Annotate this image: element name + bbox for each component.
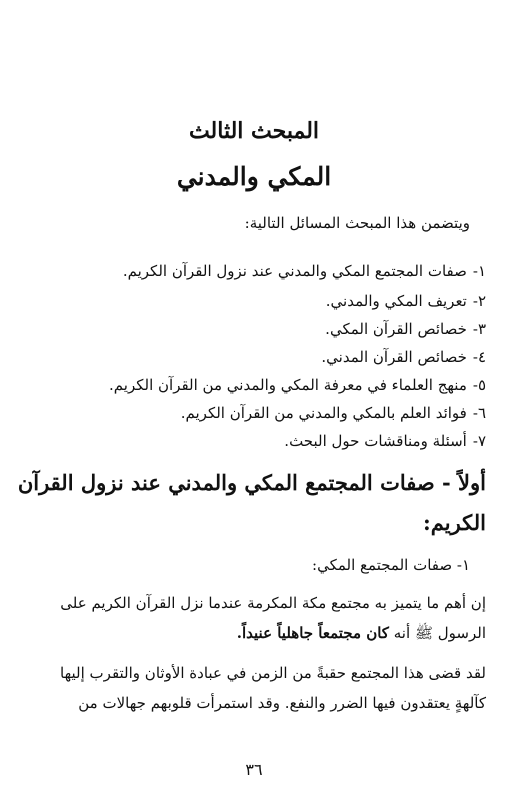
intro-text: ويتضمن هذا المبحث المسائل التالية:	[244, 214, 470, 232]
page-number: ٣٦	[245, 760, 263, 779]
list-item-number: ٧-	[472, 432, 486, 450]
paragraph2-line2: كآلهةٍ يعتقدون فيها الضرر والنفع. وقد استمرأت قلوبهم جهالات من	[78, 694, 486, 712]
list-item-text: خصائص القرآن المدني.	[321, 348, 467, 366]
list-item	[109, 376, 486, 394]
list-item-text: فوائد العلم بالمكي والمدني من القرآن الكريم.	[180, 404, 467, 422]
list-item-number: ٤-	[472, 348, 486, 366]
list-item-text: أسئلة ومناقشات حول البحث.	[284, 432, 467, 450]
paragraph1-line2-start: الرسول ﷺ أنه	[388, 624, 486, 642]
paragraph1-emphasis: كان مجتمعاً جاهلياً عنيداً.	[236, 624, 389, 642]
paragraph2-line1: لقد قضى هذا المجتمع حقبةً من الزمن في عبادة الأوثان والتقرب إليها	[60, 664, 486, 682]
list-item-text: منهج العلماء في معرفة المكي والمدني من القرآن الكريم.	[109, 376, 467, 394]
list-item-number: ٦-	[472, 404, 486, 422]
list-item-text: خصائص القرآن المكي.	[325, 320, 467, 338]
paragraph1-line2	[237, 624, 486, 646]
subsection-heading: ١- صفات المجتمع المكي:	[312, 556, 470, 574]
list-item-number: ٣-	[472, 320, 486, 338]
section-heading-line1: أولاً - صفات المجتمع المكي والمدني عند نزول القرآن	[17, 470, 486, 495]
paragraph1-line1: إن أهم ما يتميز به مجتمع مكة المكرمة عندما نزل القرآن الكريم على	[60, 594, 486, 612]
list-item-number: ١-	[472, 262, 486, 280]
chapter-subtitle: المكي والمدني	[176, 162, 332, 191]
section-heading-line2: الكريم:	[423, 510, 486, 535]
list-item	[325, 320, 486, 338]
list-item	[326, 292, 486, 310]
list-item-text: تعريف المكي والمدني.	[325, 292, 467, 310]
list-item-number: ٥-	[472, 376, 486, 394]
list-item-text: صفات المجتمع المكي والمدني عند نزول القرآن الكريم.	[122, 262, 467, 280]
list-item	[123, 262, 486, 280]
list-item	[321, 348, 486, 366]
list-item	[181, 404, 486, 422]
list-item-number: ٢-	[472, 292, 486, 310]
list-item	[284, 432, 486, 450]
chapter-title: المبحث الثالث	[188, 118, 320, 144]
